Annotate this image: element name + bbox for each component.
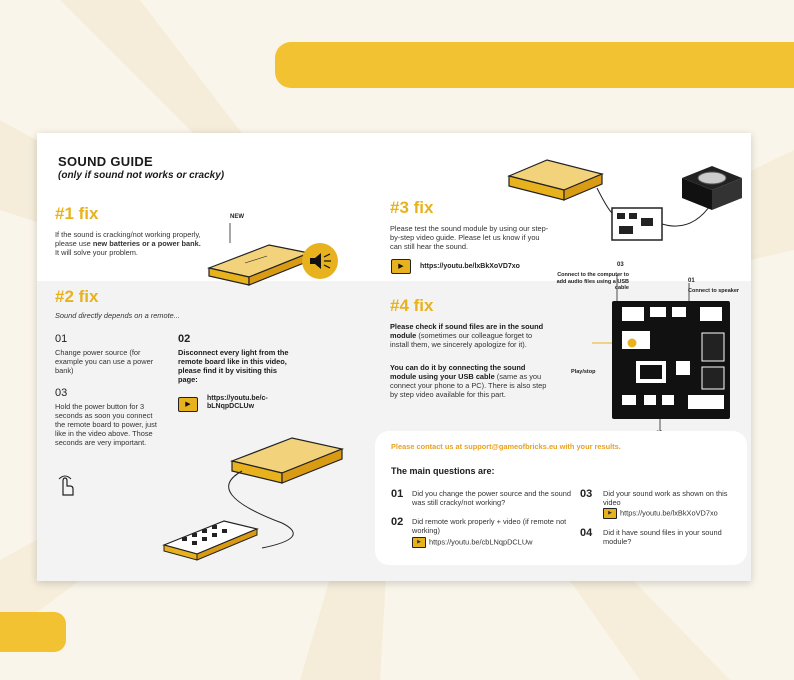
q1-number: 01 [391, 488, 404, 500]
fix2-subtitle: Sound directly depends on a remote... [55, 311, 180, 320]
sound-module-board [592, 273, 742, 433]
q2-number: 02 [391, 516, 404, 528]
remote-board-illustration [162, 433, 362, 573]
module-label-play: Play/stop [571, 369, 596, 375]
decor-bar-bottom [0, 612, 66, 652]
q4-text: Did it have sound files in your sound module? [603, 528, 722, 546]
fix4-paragraph1: Please check if sound files are in the sound module (sometimes our colleague forget to install them, we sincerely apologize for it). [390, 322, 544, 349]
youtube-icon[interactable]: ▶ [412, 537, 426, 548]
q3-link-row[interactable]: ▶ https://youtu.be/lxBkXoVD7xo [603, 508, 718, 519]
sound-guide-card [37, 133, 751, 581]
module-label-01-text: Connect to speaker [688, 288, 740, 294]
speaker-icon [302, 243, 338, 279]
q4-number: 04 [580, 527, 593, 539]
fix3-heading: #3 fix [390, 198, 434, 217]
fix4-paragraph2: You can do it by connecting the sound module using your USB cable (same as you connect your phone to a PC). There is also step by step video available for this part. [390, 363, 547, 399]
power-bank-illustration [205, 223, 315, 291]
fix2-step1-text: Change power source (for example you can use a power bank) [55, 348, 154, 375]
youtube-icon[interactable]: ▶ [603, 508, 617, 519]
sound-module-test-illustration [507, 158, 747, 253]
q3-text: Did your sound work as shown on this video [603, 489, 728, 507]
q2-text: Did remote work properly + video (if remote not working) [412, 517, 567, 535]
fix2-step1-number: 01 [55, 333, 68, 345]
page-title: SOUND GUIDE [58, 154, 154, 169]
module-label-03-number: 03 [617, 262, 624, 268]
q1-text: Did you change the power source and the sound was still cracky/not working? [412, 489, 572, 507]
page-subtitle: (only if sound not works or cracky) [58, 170, 225, 181]
new-label: NEW [230, 214, 244, 220]
youtube-icon[interactable]: ▶ [391, 259, 411, 274]
module-label-01-number: 01 [688, 278, 695, 284]
fix1-heading: #1 fix [55, 204, 99, 223]
fix4-heading: #4 fix [390, 296, 434, 315]
fix2-step3-text: Hold the power button for 3 seconds as soon you connect the remote board to power, just like in the video above. Those seconds are very important. [55, 402, 157, 447]
fix1-text: If the sound is cracking/not working properly, please use new batteries or a power bank. It will solve your problem. [55, 230, 201, 257]
fix2-step3-number: 03 [55, 387, 68, 399]
q3-number: 03 [580, 488, 593, 500]
fix2-heading: #2 fix [55, 287, 99, 306]
contact-line: Please contact us at support@gameofbricks.eu with your results. [391, 442, 621, 451]
module-label-03-text: Connect to the computer to add audio files using a USB cable [556, 272, 629, 291]
questions-title: The main questions are: [391, 466, 495, 476]
fix2-video-link[interactable]: https://youtu.be/c-bLNqpDCLUw [207, 395, 268, 410]
fix3-video-link[interactable]: https://youtu.be/lxBkXoVD7xo [420, 263, 520, 270]
youtube-icon[interactable]: ▶ [178, 397, 198, 412]
q2-link-row[interactable]: ▶ https://youtu.be/cbLNqpDCLUw [412, 537, 533, 548]
hand-press-icon [55, 473, 75, 497]
fix2-step2-text: Disconnect every light from the remote board like in this video, please find it by visiting this page: [178, 348, 289, 384]
decor-bar-top [275, 42, 794, 88]
fix2-step2-number: 02 [178, 333, 191, 345]
contact-box [375, 431, 747, 565]
fix3-text: Please test the sound module by using our step-by-step video guide. Please let us know if you can still hear the sound. [390, 224, 549, 251]
